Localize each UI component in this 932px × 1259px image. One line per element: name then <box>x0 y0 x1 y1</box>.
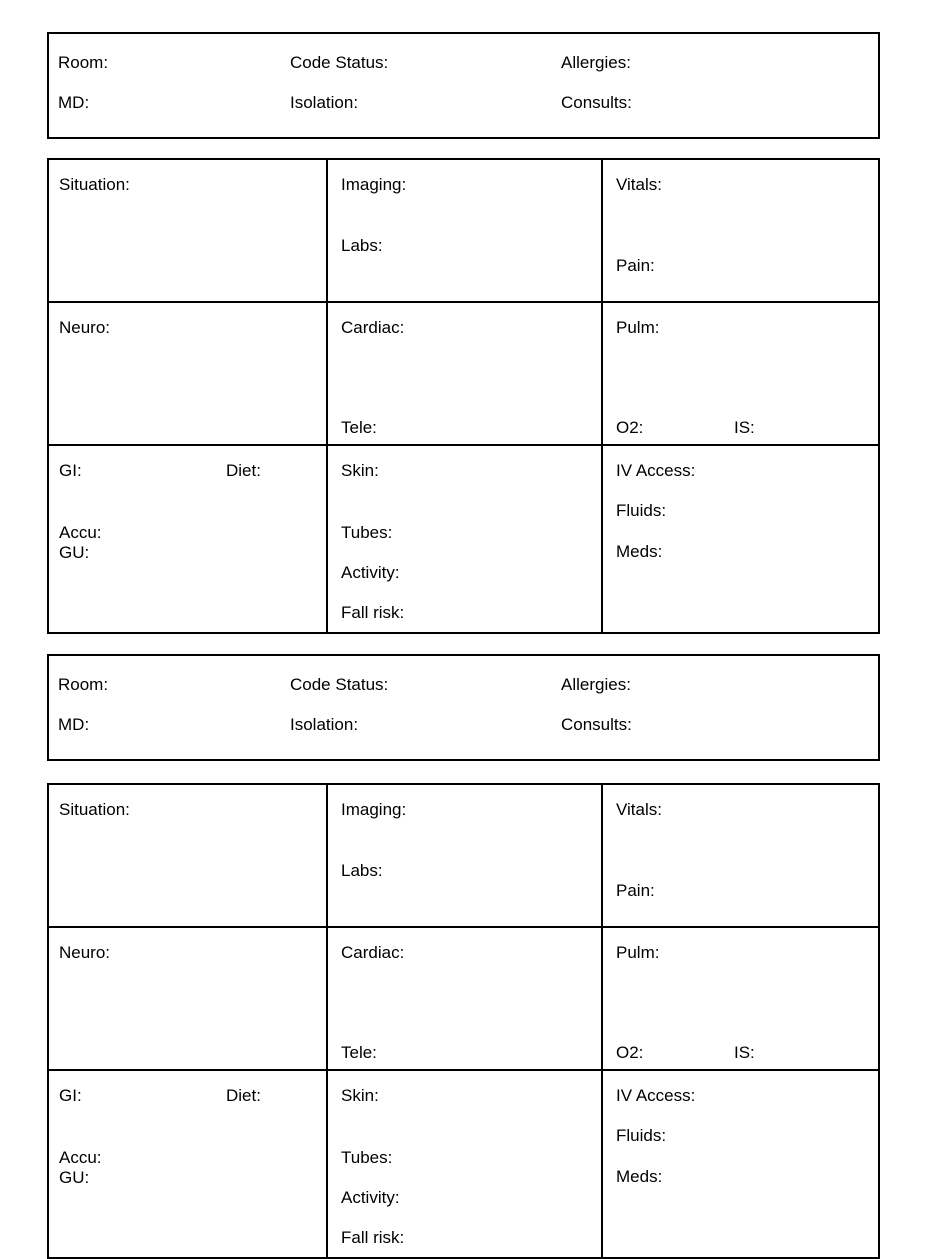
grid-row-neuro <box>49 928 878 1071</box>
grid-row-situation <box>49 160 878 303</box>
meds-label: Meds: <box>616 1167 663 1186</box>
grid-cell-vitals-pain <box>601 785 878 926</box>
room-label: Room: <box>58 675 109 694</box>
isolation-label: Isolation: <box>290 93 359 112</box>
neuro-label: Neuro: <box>59 943 111 962</box>
iv-access-label: IV Access: <box>616 1086 696 1105</box>
grid-cell-neuro <box>49 928 326 1069</box>
imaging-label: Imaging: <box>341 800 407 819</box>
pain-label: Pain: <box>616 881 655 900</box>
cardiac-label: Cardiac: <box>341 318 405 337</box>
consults-label: Consults: <box>561 93 632 112</box>
imaging-label: Imaging: <box>341 175 407 194</box>
skin-label: Skin: <box>341 1086 379 1105</box>
grid-row-gi <box>49 446 878 632</box>
grid-row-neuro <box>49 303 878 446</box>
gu-label: GU: <box>59 1168 90 1187</box>
vitals-label: Vitals: <box>616 800 662 819</box>
grid-cell-skin <box>326 446 601 632</box>
grid-cell-gi-diet <box>49 446 326 632</box>
grid-cell-neuro <box>49 303 326 444</box>
labs-label: Labs: <box>341 236 383 255</box>
pain-label: Pain: <box>616 256 655 275</box>
consults-label: Consults: <box>561 715 632 734</box>
grid-cell-skin <box>326 1071 601 1257</box>
grid-cell-situation <box>49 160 326 301</box>
activity-label: Activity: <box>341 1188 400 1207</box>
o2-label: O2: <box>616 1043 644 1062</box>
assessment-grid-1 <box>47 158 880 634</box>
grid-cell-cardiac-tele <box>326 303 601 444</box>
grid-cell-pulm <box>601 303 878 444</box>
fluids-label: Fluids: <box>616 1126 667 1145</box>
header-row-primary <box>49 675 878 695</box>
grid-cell-iv-access <box>601 446 878 632</box>
header-row-secondary <box>49 715 878 735</box>
header-row-secondary <box>49 93 878 113</box>
o2-label: O2: <box>616 418 644 437</box>
incentive-spirometry-label: IS: <box>734 418 755 437</box>
tele-label: Tele: <box>341 418 377 437</box>
skin-label: Skin: <box>341 461 379 480</box>
labs-label: Labs: <box>341 861 383 880</box>
iv-access-label: IV Access: <box>616 461 696 480</box>
gu-label: GU: <box>59 543 90 562</box>
code-status-label: Code Status: <box>290 53 389 72</box>
meds-label: Meds: <box>616 542 663 561</box>
grid-row-situation <box>49 785 878 928</box>
code-status-label: Code Status: <box>290 675 389 694</box>
fluids-label: Fluids: <box>616 501 667 520</box>
allergies-label: Allergies: <box>561 53 631 72</box>
grid-cell-gi-diet <box>49 1071 326 1257</box>
assessment-grid-2 <box>47 783 880 1259</box>
grid-cell-pulm <box>601 928 878 1069</box>
patient-header-box-2 <box>47 654 880 761</box>
patient-sheet-1 <box>47 32 880 139</box>
accu-label: Accu: <box>59 523 102 542</box>
pulm-label: Pulm: <box>616 943 660 962</box>
patient-sheet-2 <box>47 654 880 761</box>
grid-row-gi <box>49 1071 878 1257</box>
tubes-label: Tubes: <box>341 523 393 542</box>
patient-header-box-1 <box>47 32 880 139</box>
fall-risk-label: Fall risk: <box>341 603 405 622</box>
neuro-label: Neuro: <box>59 318 111 337</box>
fall-risk-label: Fall risk: <box>341 1228 405 1247</box>
accu-label: Accu: <box>59 1148 102 1167</box>
header-row-primary <box>49 53 878 73</box>
assessment-grid-body-1 <box>47 158 880 634</box>
allergies-label: Allergies: <box>561 675 631 694</box>
gi-label: GI: <box>59 1086 82 1105</box>
situation-label: Situation: <box>59 175 130 194</box>
grid-cell-cardiac-tele <box>326 928 601 1069</box>
incentive-spirometry-label: IS: <box>734 1043 755 1062</box>
tele-label: Tele: <box>341 1043 377 1062</box>
diet-label: Diet: <box>226 461 261 480</box>
md-label: MD: <box>58 93 90 112</box>
grid-cell-situation <box>49 785 326 926</box>
gi-label: GI: <box>59 461 82 480</box>
room-label: Room: <box>58 53 109 72</box>
tubes-label: Tubes: <box>341 1148 393 1167</box>
grid-cell-imaging-labs <box>326 160 601 301</box>
cardiac-label: Cardiac: <box>341 943 405 962</box>
md-label: MD: <box>58 715 90 734</box>
situation-label: Situation: <box>59 800 130 819</box>
vitals-label: Vitals: <box>616 175 662 194</box>
pulm-label: Pulm: <box>616 318 660 337</box>
grid-cell-iv-access <box>601 1071 878 1257</box>
grid-cell-imaging-labs <box>326 785 601 926</box>
activity-label: Activity: <box>341 563 400 582</box>
diet-label: Diet: <box>226 1086 261 1105</box>
grid-cell-vitals-pain <box>601 160 878 301</box>
isolation-label: Isolation: <box>290 715 359 734</box>
assessment-grid-body-2 <box>47 783 880 1259</box>
